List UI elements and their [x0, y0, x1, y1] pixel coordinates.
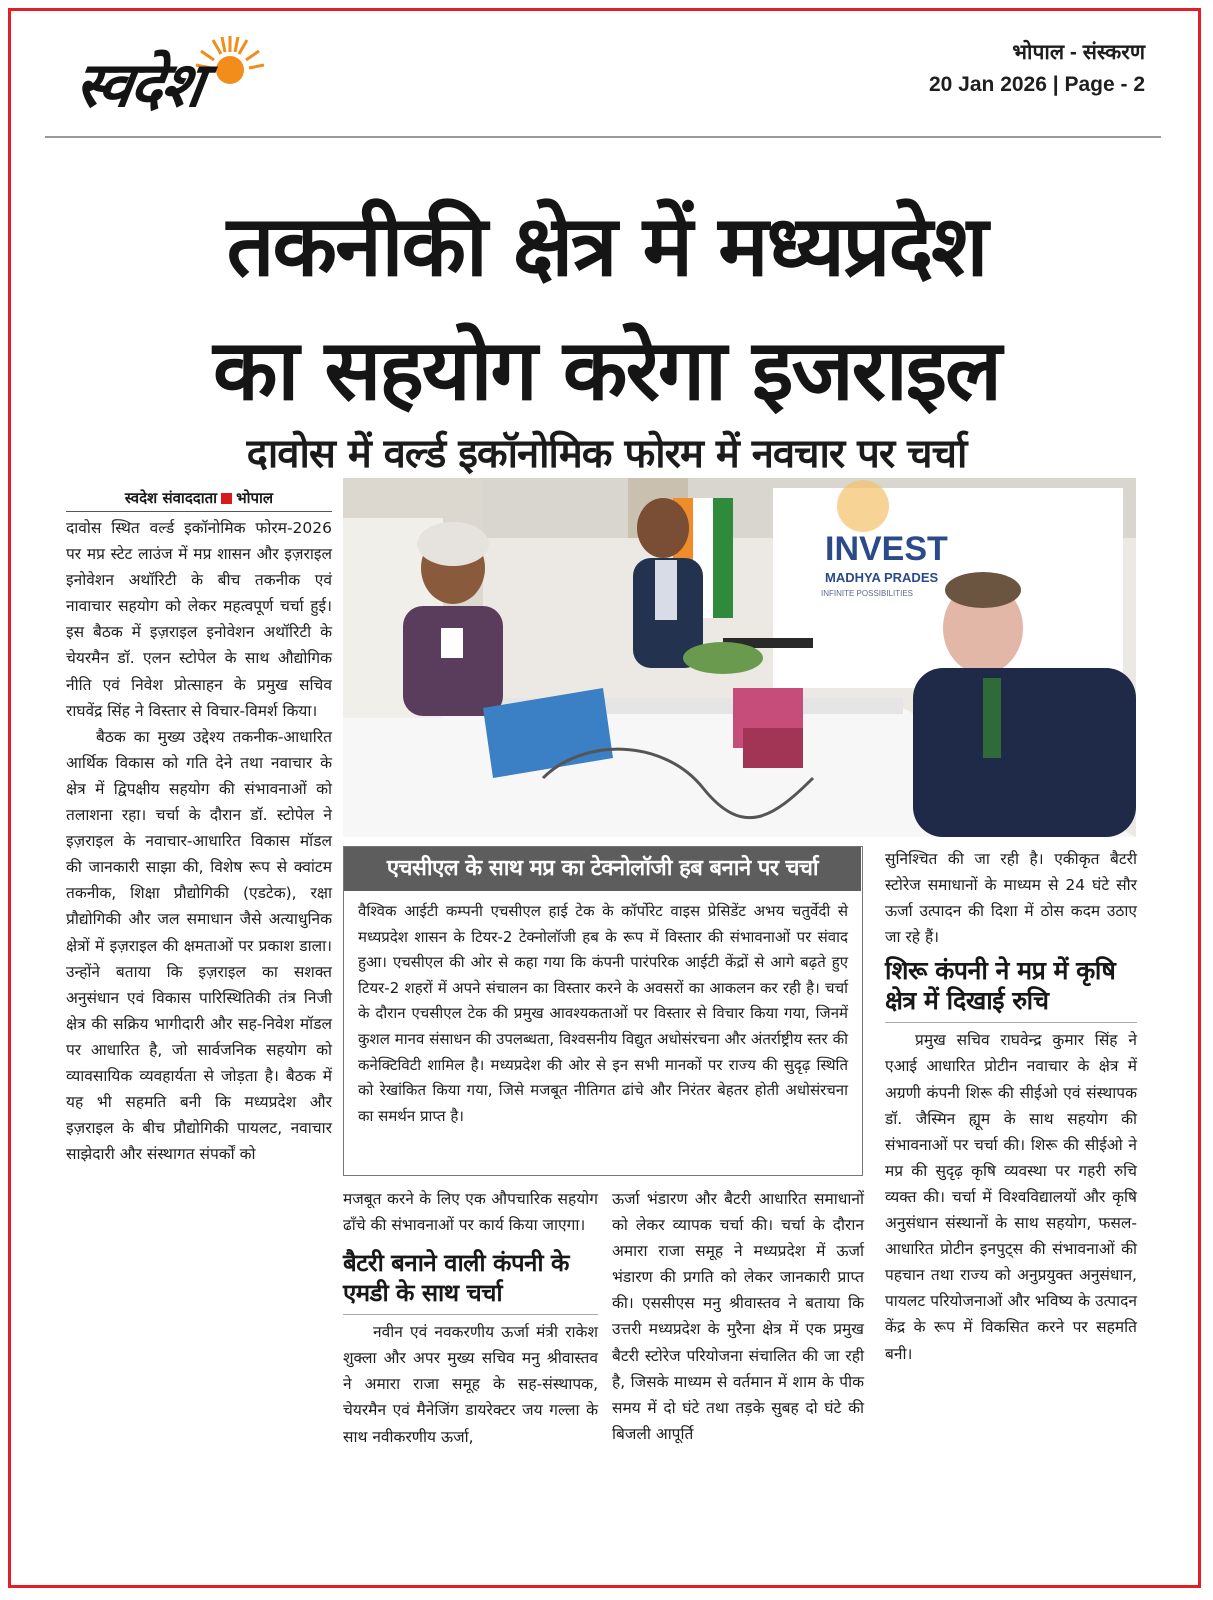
newspaper-logo: स्वदेश — [70, 48, 207, 121]
paragraph: सुनिश्चित की जा रही है। एकीकृत बैटरी स्टोरेज समाधानों के माध्यम से 24 घंटे सौर ऊर्जा उत्पादन की दिशा में ठोस कदम उठाए जा रहे हैं। — [885, 850, 1137, 947]
section-subheading: शिरू कंपनी ने मप्र में कृषि क्षेत्र में दिखाई रुचि — [885, 956, 1137, 1023]
headline-line1: तकनीकी क्षेत्र में मध्यप्रदेश — [226, 197, 987, 295]
meeting-photo-illustration — [343, 478, 1136, 837]
paragraph: ऊर्जा भंडारण और बैटरी आधारित समाधानों को लेकर व्यापक चर्चा की। चर्चा के दौरान अमारा राजा समूह ने मध्यप्रदेश में ऊर्जा भंडारण की प्रगति को लेकर जानकारी प्राप्त की। एससीएस मनु श्रीवास्तव ने बताया कि उत्तरी मध्यप्रदेश के मुरैना क्षेत्र में एक प्रमुख बैटरी स्टोरेज परियोजना संचालित की जा रही है, जिसके माध्यम से वर्तमान में शाम के पीक समय में दो घंटे तथा तड़के सुबह दो घंटे की बिजली आपूर्ति — [612, 1190, 864, 1443]
masthead-logo — [70, 18, 390, 130]
sidebar-box-body: वैश्विक आईटी कम्पनी एचसीएल हाई टेक के कॉर्पोरेट वाइस प्रेसिडेंट अभय चतुर्वेदी से मध्यप्रदेश शासन के टियर-2 टेक्नोलॉजी हब के रूप में विस्तार की संभावनाओं पर संवाद हुआ। एचसीएल की ओर से कहा गया कि कंपनी पारंपरिक आईटी केंद्रों से आगे बढ़ते हुए टियर-2 शहरों में अपने संचालन का विस्तार करने के अवसरों का आकलन कर रही है। चर्चा के दौरान एचसीएल टेक की प्रमुख आवश्यकताओं पर विस्तार से विचार किया गया, जिनमें कुशल मानव संसाधन की उपलब्धता, विश्वसनीय विद्युत अधोसंरचना और अंतर्राष्ट्रीय स्तर की कनेक्टिविटी शामिल है। मध्यप्रदेश की ओर से इन सभी मानकों पर राज्य की सुदृढ़ स्थिति को रेखांकित किया गया, जिसे मजबूत नीतिगत ढांचे और निरंतर बेहतर होती अधोसंरचना का समर्थन प्राप्त है। — [358, 902, 848, 1125]
article-column-2 — [343, 1186, 598, 1450]
paragraph: बैठक का मुख्य उद्देश्य तकनीक-आधारित आर्थिक विकास को गति देने तथा नवाचार के क्षेत्र में द्विपक्षीय सहयोग की संभावनाओं को तलाशना रहा। चर्चा के दौरान डॉ. स्टोपेल ने इज़राइल के नवाचार-आधारित विकास मॉडल की जानकारी साझा की, विशेष रूप से क्वांटम तकनीक, शिक्षा प्रौद्योगिकी (एडटेक), रक्षा प्रौद्योगिकी और जल समाधान जैसे अत्याधुनिक क्षेत्रों में इज़राइल की क्षमताओं पर प्रकाश डाला। उन्होंने बताया कि इज़राइल का सशक्त अनुसंधान एवं विकास पारिस्थितिकी तंत्र निजी क्षेत्र की सक्रिय भागीदारी और सह-निवेश मॉडल पर आधारित है, जो सार्वजनिक सहयोग को व्यावसायिक व्यवहार्यता से जोड़ता है। बैठक में यह भी सहमति बनी कि मध्यप्रदेश और इज़राइल के बीच प्रौद्योगिकी पायलट, नवाचार साझेदारी और संस्थागत संपर्कों को — [66, 727, 332, 1164]
paragraph: नवीन एवं नवकरणीय ऊर्जा मंत्री राकेश शुक्ला और अपर मुख्य सचिव मनु श्रीवास्तव ने अमारा राजा समूह के सह-संस्थापक, चेयरमैन एवं मैनेजिंग डायरेक्टर जय गल्ला के साथ नवीकरणीय ऊर्जा, — [343, 1323, 598, 1446]
red-square-icon — [221, 493, 232, 504]
banner-tagline: INFINITE POSSIBILITIES — [821, 589, 914, 598]
banner-mp: MADHYA PRADES — [825, 570, 939, 585]
article-column-3 — [612, 1186, 864, 1447]
masthead-divider — [45, 136, 1161, 138]
sidebar-box-title: एचसीएल के साथ मप्र का टेक्नोलॉजी हब बनाने पर चर्चा — [344, 847, 861, 891]
edition-info — [929, 38, 1145, 102]
meeting-photo — [343, 478, 1136, 837]
sidebar-box-hcl — [343, 846, 863, 1176]
article-column-1 — [66, 515, 332, 1167]
byline — [66, 487, 332, 509]
byline-divider — [66, 511, 332, 512]
paragraph: मजबूत करने के लिए एक औपचारिक सहयोग ढाँचे की संभावनाओं पर कार्य किया जाएगा। — [343, 1190, 598, 1235]
section-subheading: बैटरी बनाने वाली कंपनी के एमडी के साथ चर्चा — [343, 1248, 598, 1315]
article-column-4 — [885, 846, 1137, 1367]
byline-place: भोपाल — [236, 489, 274, 507]
paragraph: दावोस स्थित वर्ल्ड इकॉनोमिक फोरम-2026 पर मप्र स्टेट लाउंज में मप्र शासन और इज़राइल इनोवेशन अथॉरिटी के बीच तकनीक एवं नावाचार सहयोग को लेकर महत्वपूर्ण चर्चा हुई। इस बैठक में इज़राइल इनोवेशन अथॉरिटी के चेयरमैन डॉ. एलन स्टोपेल के साथ औद्योगिक नीति एवं निवेश प्रोत्साहन के प्रमुख सचिव राघवेंद्र सिंह ने विस्तार से विचार-विमर्श किया। — [66, 519, 332, 720]
edition-name: भोपाल - संस्करण — [1012, 41, 1145, 64]
date-page: 20 Jan 2026 | Page - 2 — [928, 73, 1145, 96]
banner-invest: INVEST — [825, 530, 948, 568]
byline-source: स्वदेश संवाददाता — [124, 489, 218, 507]
subheadline: दावोस में वर्ल्ड इकॉनोमिक फोरम में नवचार पर चर्चा — [246, 431, 967, 477]
headline-line2: का सहयोग करेगा इजराइल — [213, 321, 1000, 419]
paragraph: प्रमुख सचिव राघवेन्द्र कुमार सिंह ने एआई आधारित प्रोटीन नवाचार के क्षेत्र में अग्रणी कंपनी शिरू की सीईओ एवं संस्थापक डॉ. जैस्मिन ह्यूम के साथ सहयोग की संभावनाओं पर चर्चा की। शिरू की सीईओ ने मप्र की सुदृढ़ कृषि व्यवस्था पर गहरी रुचि व्यक्त की। चर्चा में विश्वविद्यालयों और कृषि अनुसंधान संस्थानों के साथ सहयोग, फसल-आधारित प्रोटीन इनपुट्स की संभावनाओं की पहचान तथा राज्य को अनुप्रयुक्त अनुसंधान, पायलट परियोजनाओं और भविष्य के उत्पादन केंद्र के रूप में विकसित करने पर सहमति बनी। — [885, 1031, 1137, 1363]
